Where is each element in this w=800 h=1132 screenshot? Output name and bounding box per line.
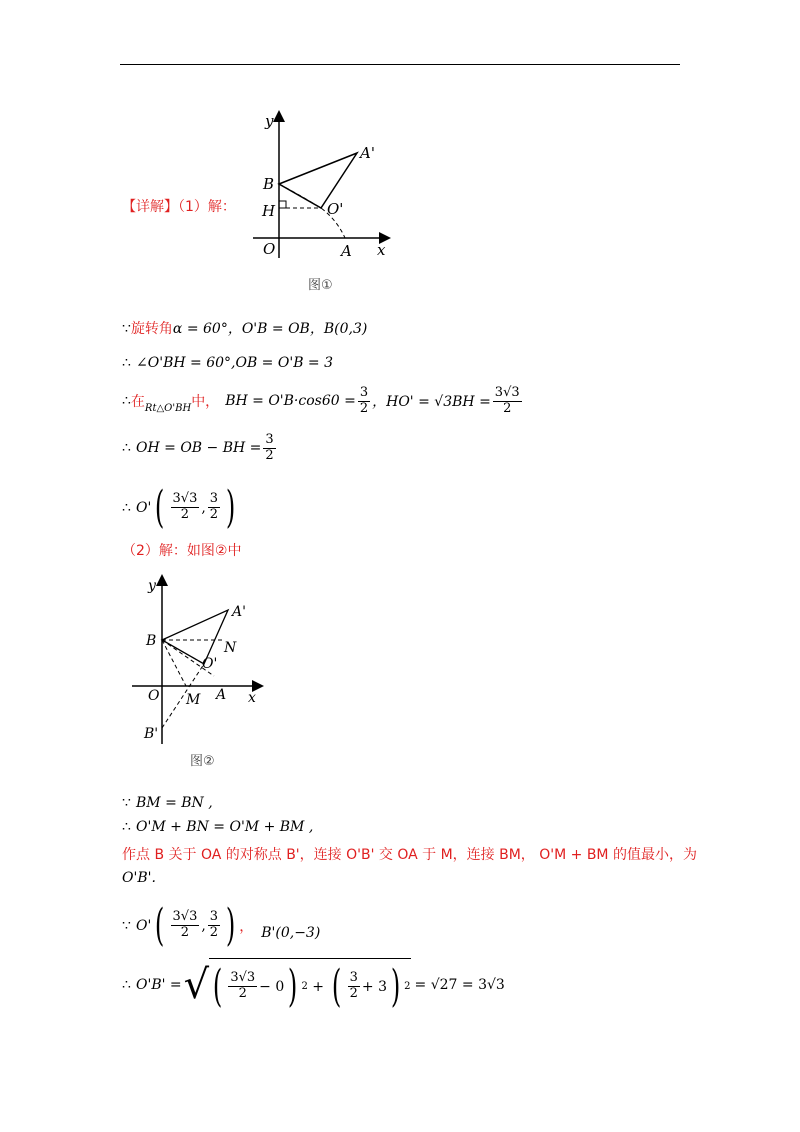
fig2-label-x: x xyxy=(248,690,256,706)
fig2-label-a: A xyxy=(216,687,227,703)
p1-line4: ∴ OH = OB − BH = $\frac{3}{2}$ xyxy=(122,432,274,463)
figure-1-caption: 图① xyxy=(308,278,333,293)
frac: $\frac{3√3}{2}$ xyxy=(230,970,256,1001)
frac: $\frac{3√3}{2}$ xyxy=(494,385,520,416)
p2-line4: ∵ O' ( $\frac{3√3}{2}$ , $\frac{3}{2}$ ) ， B'(0,−3) xyxy=(122,900,321,951)
p2-line3: 作点 B 关于 OA 的对称点 B'，连接 O'B' 交 OA 于 M，连接 BM， O'M + BM 的值最小，为 xyxy=(122,847,697,863)
frac: $\frac{3}{2}$ xyxy=(349,970,358,1001)
fig2-label-op: O' xyxy=(202,656,218,672)
frac: $\frac{3}{2}$ xyxy=(209,909,219,940)
figure-2-caption: 图② xyxy=(190,754,215,769)
detail-label: 【详解】 xyxy=(122,199,178,215)
p1-line5: ∴ O' ( $\frac{3√3}{2}$ , $\frac{3}{2}$ ) xyxy=(122,482,236,533)
fig2-label-n: N xyxy=(224,640,237,656)
fig2-label-y: y xyxy=(148,578,156,594)
triangle-ba-o xyxy=(162,610,228,664)
fig2-label-o: O xyxy=(148,688,160,704)
right-angle-mark xyxy=(279,201,286,208)
p2-line1: ∵ BM = BN , xyxy=(122,795,213,811)
fig1-label-x: x xyxy=(377,241,386,259)
fig1-label-ap: A' xyxy=(360,144,375,162)
header-rule xyxy=(120,64,680,65)
p1-line1: ∵旋转角α = 60°，O'B = OB，B(0,3) xyxy=(122,321,368,337)
p2-line3b: O'B'. xyxy=(122,870,156,886)
p1-line3: ∴ 在 Rt△O'BH 中， BH = O'B·cos60 = $\frac{3}{2}$ ，HO' = √3BH = $\frac{3√3}{2}$ xyxy=(122,385,520,416)
part1-label: （1）解： xyxy=(178,199,236,215)
fig1-label-o: O xyxy=(263,240,276,258)
part2-heading: （2）解：如图②中 xyxy=(122,543,242,559)
fig1-label-h: H xyxy=(262,202,276,220)
figure-2 xyxy=(130,572,270,762)
fig1-label-b: B xyxy=(263,175,275,193)
fig1-label-a: A xyxy=(341,242,352,260)
fig2-label-m: M xyxy=(186,692,201,708)
frac: $\frac{3}{2}$ xyxy=(209,491,219,522)
triangle-ba-o xyxy=(279,153,357,208)
frac: $\frac{3}{2}$ xyxy=(265,432,274,463)
frac: $\frac{3}{2}$ xyxy=(359,385,369,416)
fig2-label-bp: B' xyxy=(144,726,159,742)
fig2-label-ap: A' xyxy=(232,604,246,620)
sqrt-body: ( $\frac{3√3}{2}$ − 0 ) 2 + ( $\frac{3}{2}$ + 3 ) 2 xyxy=(209,958,410,1012)
p2-line2: ∴ O'M + BN = O'M + BM , xyxy=(122,819,314,835)
p2-line5: ∴ O'B' = √ ( $\frac{3√3}{2}$ − 0 ) 2 + ( $\frac{3}{2}$ + 3 ) 2 = √27 = 3√3 xyxy=(122,958,505,1012)
frac: $\frac{3√3}{2}$ xyxy=(172,491,198,522)
p1-line2: ∴ ∠O'BH = 60°,OB = O'B = 3 xyxy=(122,355,334,371)
figure-1 xyxy=(245,108,395,293)
frac: $\frac{3√3}{2}$ xyxy=(172,909,198,940)
part1-heading xyxy=(122,196,236,216)
fig1-label-op: O' xyxy=(327,200,344,218)
fig1-label-y: y xyxy=(265,112,274,130)
fig2-label-b: B xyxy=(146,633,157,649)
